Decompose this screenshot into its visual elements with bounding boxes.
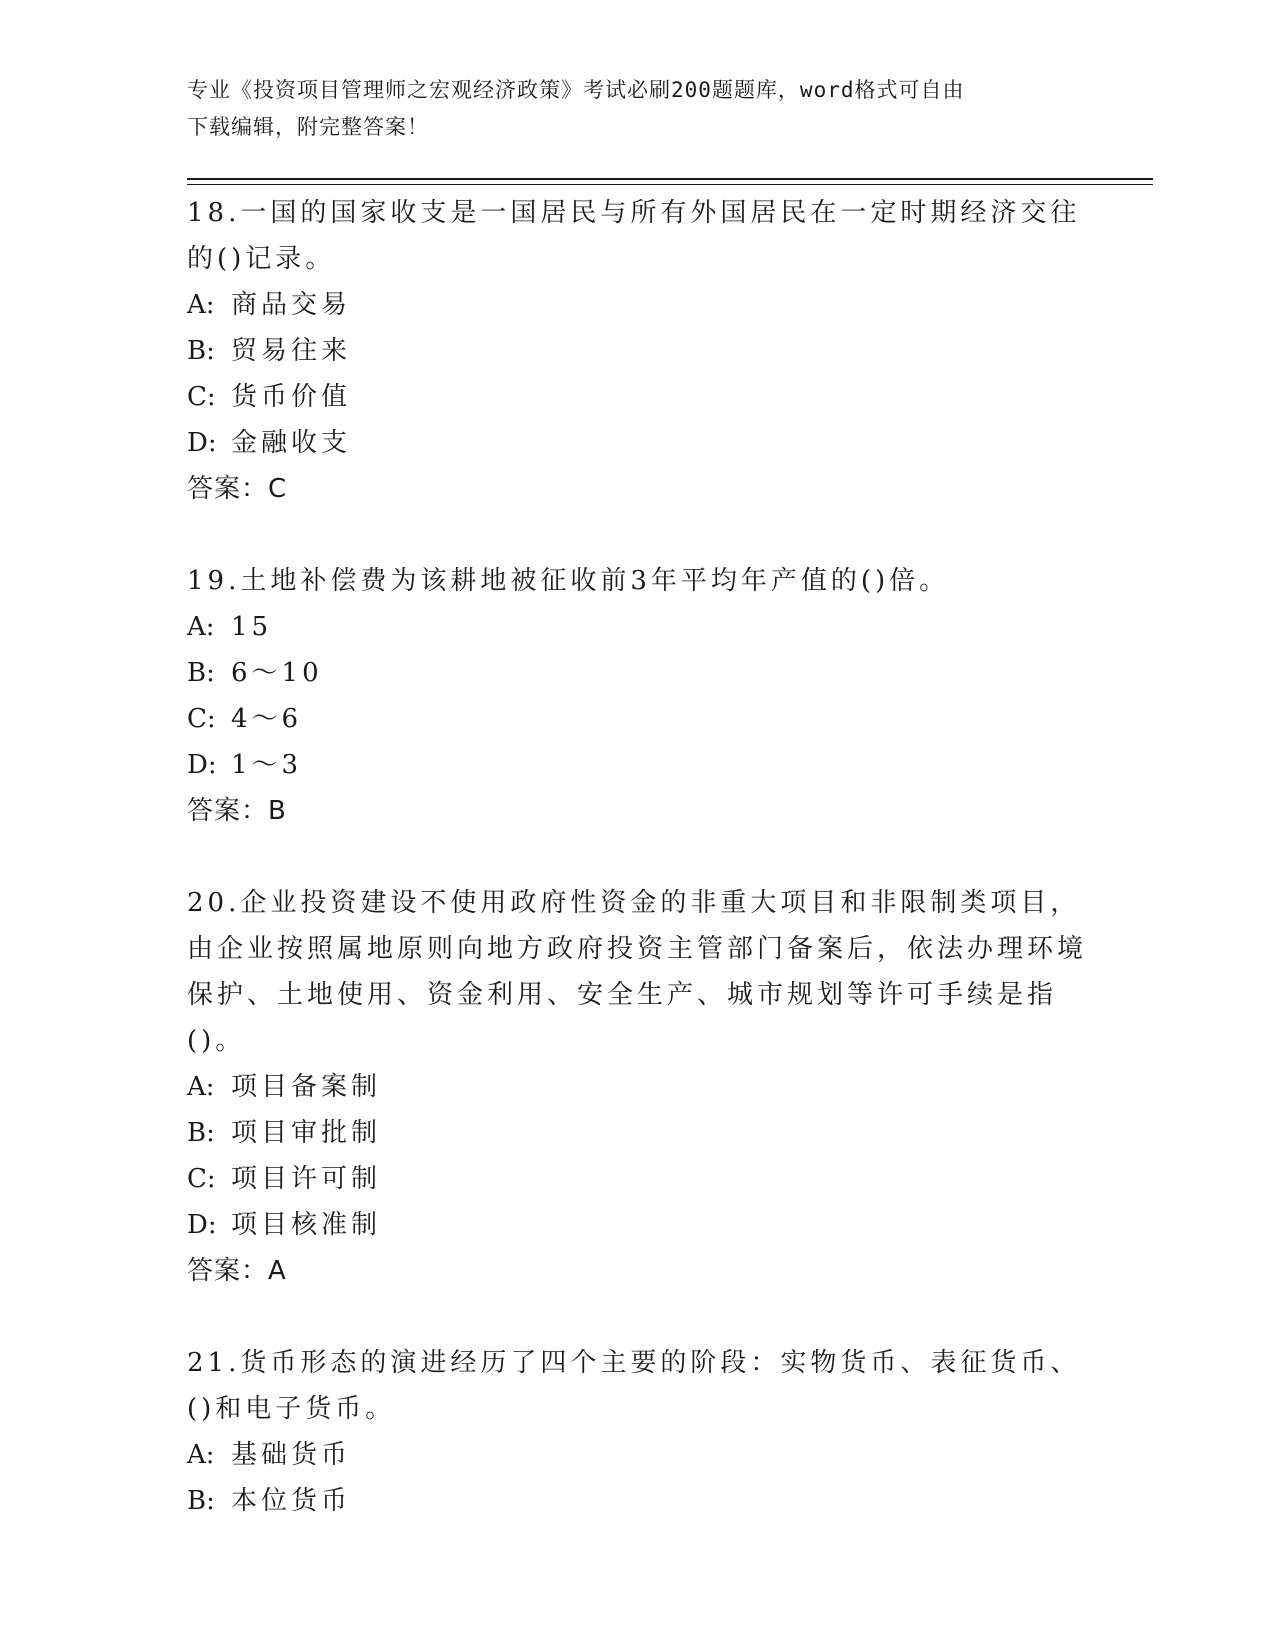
option-b	[187, 1478, 1087, 1524]
option-a	[187, 1432, 1087, 1478]
header-divider-thick	[187, 178, 1153, 180]
option-a	[187, 282, 1087, 328]
option-letter: B:	[187, 658, 215, 688]
question-18	[187, 190, 1087, 512]
option-text: 4～6	[231, 704, 303, 734]
option-text: 项目审批制	[231, 1118, 382, 1148]
option-a	[187, 604, 1087, 650]
option-c	[187, 696, 1087, 742]
option-a	[187, 1064, 1087, 1110]
question-text: 20.企业投资建设不使用政府性资金的非重大项目和非限制类项目，由企业按照属地原则向地方政府投资主管部门备案后，依法办理环境保护、土地使用、资金利用、安全生产、城市规划等许可手续是指()。	[187, 888, 1088, 1056]
option-d	[187, 420, 1087, 466]
option-letter: A:	[187, 290, 215, 320]
question-19	[187, 558, 1087, 834]
option-text: 金融收支	[231, 428, 352, 458]
option-letter: B:	[187, 1118, 215, 1148]
option-letter: A:	[187, 1072, 215, 1102]
option-letter: C:	[187, 704, 216, 734]
answer-line: 答案：A	[187, 1256, 287, 1286]
option-letter: B:	[187, 336, 215, 366]
option-text: 项目许可制	[231, 1164, 382, 1194]
option-text: 基础货币	[231, 1440, 352, 1470]
option-text: 项目核准制	[231, 1210, 382, 1240]
header-line-2: 下载编辑，附完整答案！	[187, 115, 429, 139]
option-text: 项目备案制	[231, 1072, 382, 1102]
question-text: 19.土地补偿费为该耕地被征收前3年平均年产值的()倍。	[187, 566, 950, 596]
option-letter: D:	[187, 428, 217, 458]
option-text: 6～10	[231, 658, 323, 688]
option-letter: D:	[187, 750, 217, 780]
option-c	[187, 1156, 1087, 1202]
option-b	[187, 650, 1087, 696]
option-c	[187, 374, 1087, 420]
answer-line: 答案：B	[187, 796, 287, 826]
header-divider-thin	[187, 184, 1153, 185]
question-text: 21.货币形态的演进经历了四个主要的阶段：实物货币、表征货币、()和电子货币。	[187, 1348, 1081, 1424]
option-text: 贸易往来	[231, 336, 352, 366]
option-text: 货币价值	[231, 382, 352, 412]
answer-line: 答案：C	[187, 474, 288, 504]
option-letter: B:	[187, 1486, 215, 1516]
document-header	[187, 72, 1087, 146]
option-text: 1～3	[231, 750, 303, 780]
question-text: 18.一国的国家收支是一国居民与所有外国居民在一定时期经济交往的()记录。	[187, 198, 1081, 274]
option-letter: A:	[187, 1440, 215, 1470]
option-letter: C:	[187, 1164, 216, 1194]
option-letter: C:	[187, 382, 216, 412]
option-b	[187, 328, 1087, 374]
question-20	[187, 880, 1087, 1294]
option-letter: A:	[187, 612, 215, 642]
option-d	[187, 742, 1087, 788]
option-text: 15	[231, 612, 273, 642]
option-text: 本位货币	[231, 1486, 352, 1516]
header-line-1: 专业《投资项目管理师之宏观经济政策》考试必刷200题题库，word格式可自由	[187, 78, 965, 102]
option-text: 商品交易	[231, 290, 352, 320]
question-list	[187, 190, 1087, 1570]
question-21	[187, 1340, 1087, 1524]
option-letter: D:	[187, 1210, 217, 1240]
option-b	[187, 1110, 1087, 1156]
option-d	[187, 1202, 1087, 1248]
